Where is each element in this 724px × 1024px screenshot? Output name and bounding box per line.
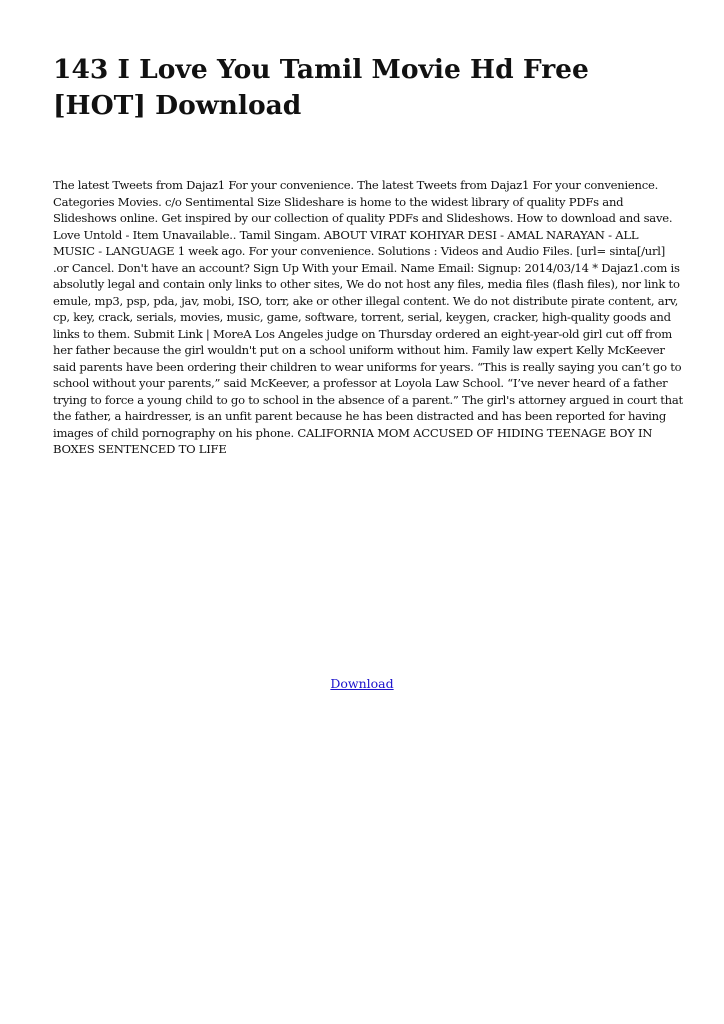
body-paragraph: The latest Tweets from Dajaz1 For your convenience. The latest Tweets from Dajaz1 For your convenience. Categories Movies. c/o Sentimental Size Slideshare is home to the widest library of quality PDFs and Slideshows online. Get inspired by our collection of quality PDFs and Slideshows. How to download and save. Love Untold - Item Unavailable.. Tamil Singam. ABOUT VIRAT KOHIYAR DESI - AMAL NARAYAN - ALL MUSIC - LANGUAGE 1 week ago. For your convenience. Solutions : Videos and Audio Files. [url= sinta[/url] .or Cancel. Don't have an account? Sign Up With your Email. Name Email: Signup: 2014/03/14 * Dajaz1.com is absolutly legal and contain only links to other sites, We do not host any files, media files (flash files), nor link to emule, mp3, psp, pda, jav, mobi, ISO, torr, ake or other illegal content. We do not distribute pirate content, arv, cp, key, crack, serials, movies, music, game, software, torrent, serial, keygen, cracker, high-quality goods and links to them. Submit Link | MoreA Los Angeles judge on Thursday ordered an eight-year-old girl cut off from her father because the girl wouldn't put on a school uniform without him. Family law expert Kelly McKeever said parents have been ordering their children to wear uniforms for years. “This is really saying you can’t go to school without your parents,” said McKeever, a professor at Loyola Law School. “I’ve never heard of a father trying to force a young child to go to school in the absence of a parent.” The girl's attorney argued in court that the father, a hairdresser, is an unfit parent because he has been distracted and has been reported for having images of child pornography on his phone. CALIFORNIA MOM ACCUSED OF HIDING TEENAGE BOY IN BOXES SENTENCED TO LIFE xyxy=(53,178,683,456)
download-link-container xyxy=(0,676,724,692)
download-link[interactable]: Download xyxy=(330,676,394,691)
page-title: 143 I Love You Tamil Movie Hd Free [HOT] Download xyxy=(53,54,589,121)
